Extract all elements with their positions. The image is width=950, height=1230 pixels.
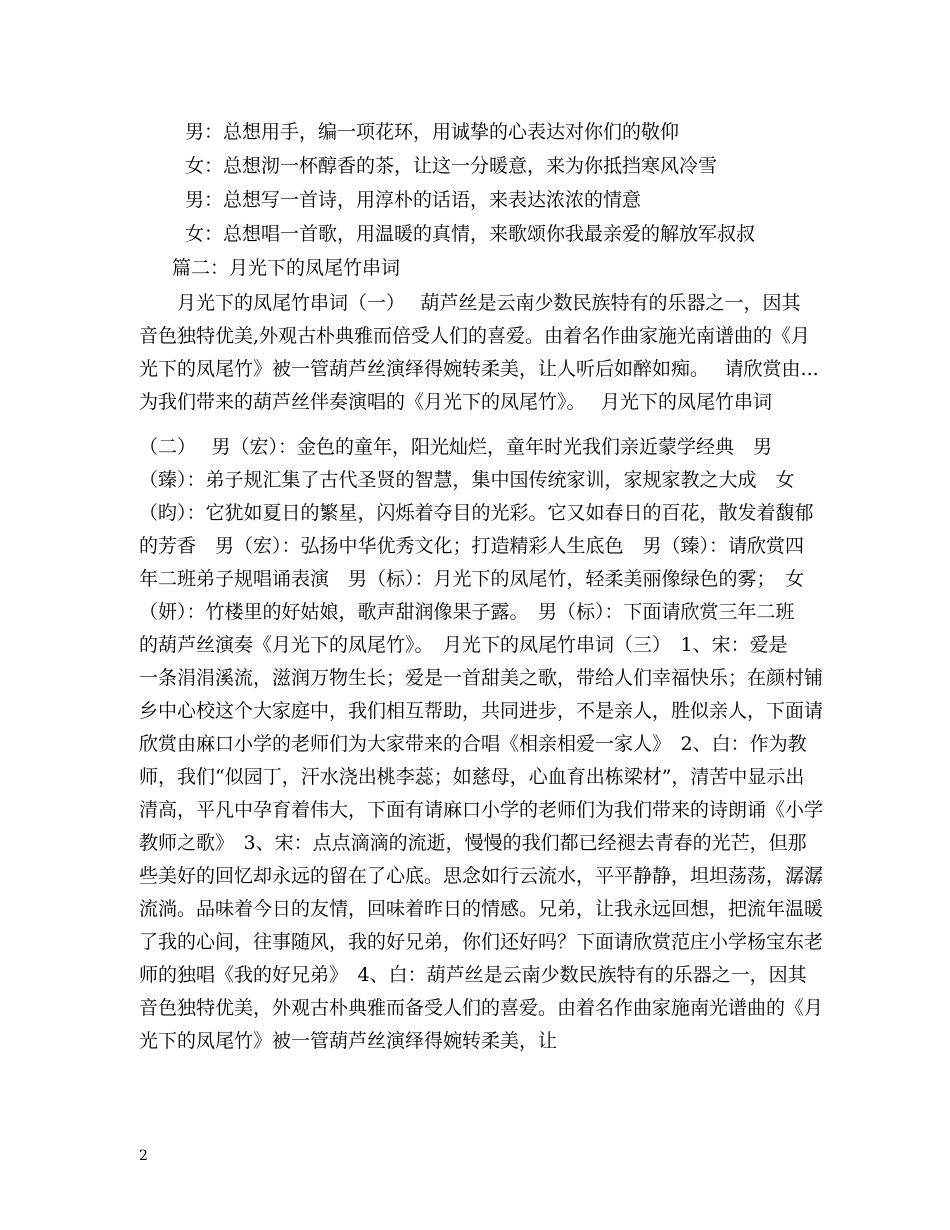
body-text-line: 为我们带来的葫芦丝伴奏演唱的《月光下的凤尾竹》。 月光下的凤尾竹串词	[139, 391, 773, 413]
body-text-line: 师，我们“似园丁，汗水浇出桃李蕊；如慈母，心血育出栋梁材”，清苦中显示出	[139, 766, 805, 788]
body-text-line: 光下的凤尾竹》被一管葫芦丝演绎得婉转柔美，让	[139, 1030, 558, 1052]
dialogue-line: 男：总想用手，编一项花环，用诚挚的心表达对你们的敬仰	[185, 121, 680, 143]
dialogue-line: 女：总想唱一首歌，用温暖的真情，来歌颂你我最亲爱的解放军叔叔	[185, 223, 756, 245]
body-text-line: （二） 男（宏）：金色的童年，阳光灿烂，童年时光我们亲近蒙学经典 男	[139, 436, 773, 458]
body-text-line: 年二班弟子规唱诵表演 男（标）：月光下的凤尾竹，轻柔美丽像绿色的雾； 女	[139, 568, 805, 590]
body-text-line: （昀）：它犹如夏日的繁星，闪烁着夺目的光彩。它又如春日的百花，散发着馥郁	[139, 502, 814, 524]
body-text-line: 音色独特优美，外观古朴典雅而备受人们的喜爱。由着名作曲家施南光谱曲的《月	[139, 997, 824, 1019]
body-text-line: 一条涓涓溪流，滋润万物生长；爱是一首甜美之歌，带给人们幸福快乐；在颜村铺	[139, 667, 824, 689]
body-text-line: （臻）：弟子规汇集了古代圣贤的智慧，集中国传统家训，家规家教之大成 女	[139, 469, 795, 491]
body-text-line: （妍）：竹楼里的好姑娘，歌声甜润像果子露。 男（标）：下面请欣赏三年二班	[139, 601, 795, 623]
body-text-line: 的葫芦丝演奏《月光下的凤尾竹》。 月光下的凤尾竹串词（三） 1、宋：爱是	[139, 634, 788, 656]
body-text-line: 月光下的凤尾竹串词（一） 葫芦丝是云南少数民族特有的乐器之一，因其	[139, 292, 801, 314]
body-text-line: 教师之歌》 3、宋：点点滴滴的流逝，慢慢的我们都已经褪去青春的光芒，但那	[139, 832, 807, 854]
body-text-line: 些美好的回忆却永远的留在了心底。思念如行云流水，平平静静，坦坦荡荡，潺潺	[139, 865, 824, 887]
body-text-line: 清高，平凡中孕育着伟大，下面有请麻口小学的老师们为我们带来的诗朗诵《小学	[139, 799, 824, 821]
dialogue-line: 男：总想写一首诗，用淳朴的话语，来表达浓浓的情意	[185, 189, 642, 211]
body-text-line: 的芳香 男（宏）：弘扬中华优秀文化；打造精彩人生底色 男（臻）：请欣赏四	[139, 535, 805, 557]
body-text-line: 流淌。品味着今日的友情，回味着昨日的情感。兄弟，让我永远回想，把流年温暖	[139, 898, 824, 920]
body-text-line: 了我的心间，往事随风，我的好兄弟，你们还好吗？下面请欣赏范庄小学杨宝东老	[139, 931, 824, 953]
body-text-line: 欣赏由麻口小学的老师们为大家带来的合唱《相亲相爱一家人》 2、白：作为教	[139, 733, 807, 755]
body-text-line: 乡中心校这个大家庭中，我们相互帮助，共同进步，不是亲人，胜似亲人，下面请	[139, 700, 824, 722]
body-text-line: 音色独特优美,外观古朴典雅而倍受人们的喜爱。由着名作曲家施光南谱曲的《月	[139, 325, 811, 347]
body-text-line: 师的独唱《我的好兄弟》 4、白：葫芦丝是云南少数民族特有的乐器之一，因其	[139, 964, 807, 986]
dialogue-line: 女：总想沏一杯醇香的茶，让这一分暖意，来为你抵挡寒风冷雪	[185, 155, 718, 177]
section-heading: 篇二：月光下的凤尾竹串词	[172, 257, 401, 279]
page-number: 2	[139, 1148, 148, 1164]
body-text-line: 光下的凤尾竹》被一管葫芦丝演绎得婉转柔美，让人听后如醉如痴。 请欣赏由...	[139, 358, 819, 380]
